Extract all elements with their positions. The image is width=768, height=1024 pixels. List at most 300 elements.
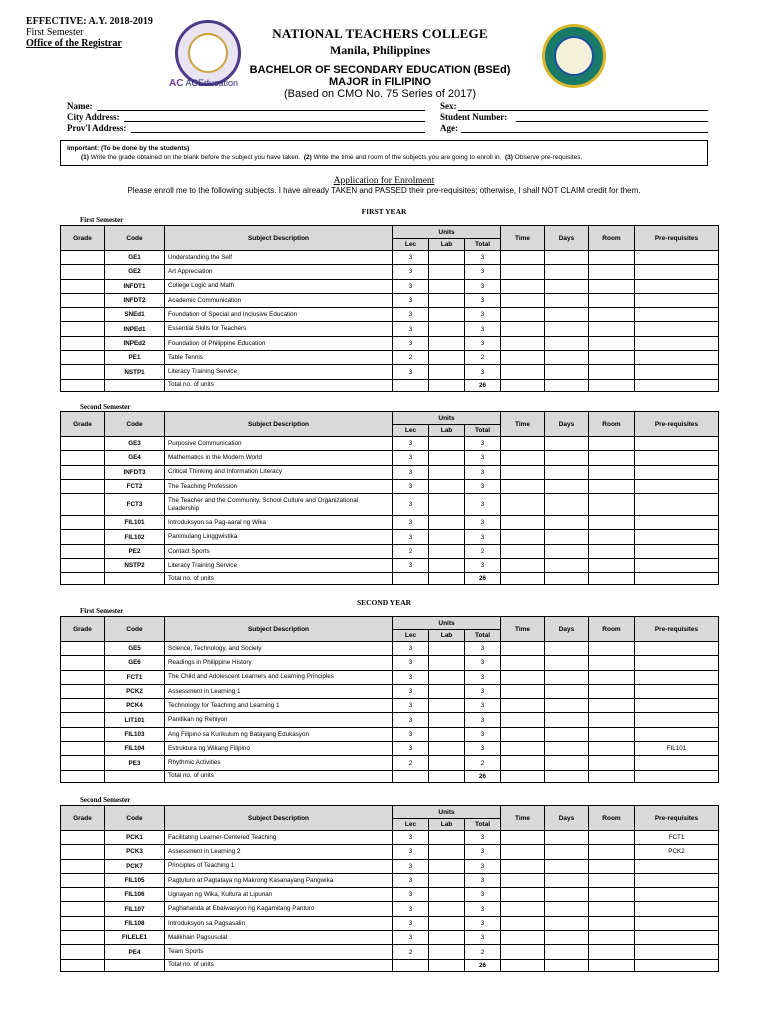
total-cell: 3 — [465, 684, 501, 698]
time-cell[interactable] — [501, 279, 545, 293]
lab-cell — [429, 279, 465, 293]
col-description: Subject Description — [165, 806, 393, 831]
table-row — [61, 479, 719, 493]
room-cell[interactable] — [589, 699, 635, 713]
lec-cell: 3 — [393, 902, 429, 916]
time-cell[interactable] — [501, 642, 545, 656]
days-cell[interactable] — [545, 945, 589, 959]
days-cell[interactable] — [545, 437, 589, 451]
time-cell[interactable] — [501, 351, 545, 365]
days-cell[interactable] — [545, 656, 589, 670]
lec-cell: 3 — [393, 916, 429, 930]
prerequisite-cell — [635, 479, 719, 493]
days-cell[interactable] — [545, 859, 589, 873]
days-cell[interactable] — [545, 916, 589, 930]
empty-cell — [429, 959, 465, 971]
time-cell[interactable] — [501, 479, 545, 493]
table-row — [61, 279, 719, 293]
description-cell: The Teaching Profession — [165, 479, 393, 493]
lab-cell — [429, 902, 465, 916]
time-cell[interactable] — [501, 365, 545, 379]
time-cell[interactable] — [501, 742, 545, 756]
total-cell: 3 — [465, 293, 501, 307]
table-row — [61, 451, 719, 465]
col-grade: Grade — [61, 226, 105, 251]
lec-cell: 3 — [393, 859, 429, 873]
effective-label: EFFECTIVE: A.Y. 2018-2019 — [26, 16, 153, 27]
prerequisite-cell — [635, 902, 719, 916]
time-cell[interactable] — [501, 902, 545, 916]
table-row — [61, 670, 719, 684]
days-cell[interactable] — [545, 544, 589, 558]
time-cell[interactable] — [501, 251, 545, 265]
prerequisite-cell: FCT1 — [635, 831, 719, 845]
prerequisite-cell — [635, 451, 719, 465]
table-row — [61, 494, 719, 516]
grade-cell[interactable] — [61, 465, 105, 479]
lab-cell — [429, 859, 465, 873]
grade-cell[interactable] — [61, 916, 105, 930]
days-cell[interactable] — [545, 699, 589, 713]
lec-cell: 2 — [393, 544, 429, 558]
time-cell[interactable] — [501, 322, 545, 336]
empty-cell — [429, 770, 465, 782]
table-row — [61, 756, 719, 770]
days-cell[interactable] — [545, 684, 589, 698]
grade-cell[interactable] — [61, 322, 105, 336]
room-cell[interactable] — [589, 888, 635, 902]
days-cell[interactable] — [545, 713, 589, 727]
col-prerequisites: Pre-requisites — [635, 806, 719, 831]
code-cell: FIL101 — [105, 516, 165, 530]
col-days: Days — [545, 617, 589, 642]
grade-cell[interactable] — [61, 479, 105, 493]
room-cell[interactable] — [589, 831, 635, 845]
code-cell: PCK3 — [105, 845, 165, 859]
time-cell[interactable] — [501, 713, 545, 727]
lec-cell: 3 — [393, 727, 429, 741]
time-cell[interactable] — [501, 437, 545, 451]
time-cell[interactable] — [501, 931, 545, 945]
empty-cell — [589, 770, 635, 782]
col-grade: Grade — [61, 412, 105, 437]
room-cell[interactable] — [589, 656, 635, 670]
prerequisite-cell — [635, 684, 719, 698]
days-cell[interactable] — [545, 888, 589, 902]
time-cell[interactable] — [501, 859, 545, 873]
time-cell[interactable] — [501, 656, 545, 670]
subjects-table — [60, 805, 719, 972]
grade-cell[interactable] — [61, 437, 105, 451]
table-row — [61, 544, 719, 558]
col-code: Code — [105, 412, 165, 437]
grade-cell[interactable] — [61, 279, 105, 293]
total-cell: 2 — [465, 756, 501, 770]
days-cell[interactable] — [545, 902, 589, 916]
time-cell[interactable] — [501, 465, 545, 479]
subjects-table — [60, 616, 719, 783]
empty-cell — [635, 573, 719, 585]
prerequisite-cell — [635, 670, 719, 684]
days-cell[interactable] — [545, 494, 589, 516]
room-cell[interactable] — [589, 756, 635, 770]
description-cell: Introduksyon sa Pag-aaral ng Wika — [165, 516, 393, 530]
time-cell[interactable] — [501, 336, 545, 350]
room-cell[interactable] — [589, 322, 635, 336]
days-cell[interactable] — [545, 308, 589, 322]
prerequisite-cell — [635, 756, 719, 770]
days-cell[interactable] — [545, 322, 589, 336]
room-cell[interactable] — [589, 845, 635, 859]
total-row — [61, 959, 719, 971]
sex-field[interactable]: Sex: — [440, 101, 708, 112]
room-cell[interactable] — [589, 336, 635, 350]
table-row — [61, 713, 719, 727]
code-cell: NSTP1 — [105, 365, 165, 379]
empty-cell — [545, 573, 589, 585]
description-cell: Malikhain Pagsusulat — [165, 931, 393, 945]
empty-cell — [501, 959, 545, 971]
grade-cell[interactable] — [61, 559, 105, 573]
room-cell[interactable] — [589, 642, 635, 656]
total-cell: 3 — [465, 308, 501, 322]
table-row — [61, 945, 719, 959]
room-cell[interactable] — [589, 279, 635, 293]
room-cell[interactable] — [589, 530, 635, 544]
grade-cell[interactable] — [61, 530, 105, 544]
room-cell[interactable] — [589, 494, 635, 516]
days-cell[interactable] — [545, 845, 589, 859]
prerequisite-cell — [635, 465, 719, 479]
lab-cell — [429, 888, 465, 902]
code-cell: FCT3 — [105, 494, 165, 516]
empty-cell — [635, 379, 719, 391]
room-cell[interactable] — [589, 902, 635, 916]
days-cell[interactable] — [545, 742, 589, 756]
col-days: Days — [545, 226, 589, 251]
code-cell: LIT101 — [105, 713, 165, 727]
time-cell[interactable] — [501, 945, 545, 959]
lab-cell — [429, 265, 465, 279]
room-cell[interactable] — [589, 713, 635, 727]
total-cell: 3 — [465, 494, 501, 516]
empty-cell — [501, 770, 545, 782]
grade-cell[interactable] — [61, 931, 105, 945]
grade-cell[interactable] — [61, 713, 105, 727]
total-label: Total no. of units — [165, 959, 393, 971]
time-cell[interactable] — [501, 831, 545, 845]
time-cell[interactable] — [501, 530, 545, 544]
prerequisite-cell — [635, 365, 719, 379]
important-instructions: Important: (To be done by the students) (1) Write the grade obtained on the blank before the subject you have taken. (2) Write the time and room of the subjects you are going to enroll in. (3) Observe pre-requisites. — [60, 140, 708, 166]
table-row — [61, 251, 719, 265]
grade-cell[interactable] — [61, 265, 105, 279]
time-cell[interactable] — [501, 873, 545, 887]
col-units: Units — [393, 617, 501, 630]
name-field[interactable]: Name: — [67, 101, 425, 112]
days-cell[interactable] — [545, 670, 589, 684]
days-cell[interactable] — [545, 251, 589, 265]
grade-cell[interactable] — [61, 642, 105, 656]
days-cell[interactable] — [545, 479, 589, 493]
room-cell[interactable] — [589, 293, 635, 307]
prerequisite-cell — [635, 642, 719, 656]
days-cell[interactable] — [545, 279, 589, 293]
days-cell[interactable] — [545, 642, 589, 656]
time-cell[interactable] — [501, 451, 545, 465]
description-cell: Paghahanda at Ebalwasyon ng Kagamitang Panturo — [165, 902, 393, 916]
table-row — [61, 516, 719, 530]
total-cell: 3 — [465, 265, 501, 279]
room-cell[interactable] — [589, 670, 635, 684]
code-cell: GE5 — [105, 642, 165, 656]
room-cell[interactable] — [589, 308, 635, 322]
grade-cell[interactable] — [61, 308, 105, 322]
days-cell[interactable] — [545, 931, 589, 945]
table-row — [61, 831, 719, 845]
prerequisite-cell — [635, 308, 719, 322]
room-cell[interactable] — [589, 544, 635, 558]
grade-cell[interactable] — [61, 451, 105, 465]
lab-cell — [429, 293, 465, 307]
description-cell: Foundation of Special and Inclusive Education — [165, 308, 393, 322]
time-cell[interactable] — [501, 756, 545, 770]
col-prerequisites: Pre-requisites — [635, 226, 719, 251]
grade-cell[interactable] — [61, 656, 105, 670]
description-cell: Ugnayan ng Wika, Kultura at Lipunan — [165, 888, 393, 902]
room-cell[interactable] — [589, 451, 635, 465]
time-cell[interactable] — [501, 516, 545, 530]
time-cell[interactable] — [501, 888, 545, 902]
description-cell: Mathematics in the Modern World — [165, 451, 393, 465]
total-cell: 3 — [465, 670, 501, 684]
description-cell: Literacy Training Service — [165, 365, 393, 379]
lab-cell — [429, 684, 465, 698]
days-cell[interactable] — [545, 831, 589, 845]
description-cell: Science, Technology, and Society — [165, 642, 393, 656]
room-cell[interactable] — [589, 365, 635, 379]
grade-cell[interactable] — [61, 845, 105, 859]
empty-cell — [501, 379, 545, 391]
lab-cell — [429, 845, 465, 859]
grade-cell[interactable] — [61, 945, 105, 959]
days-cell[interactable] — [545, 336, 589, 350]
code-cell: INFDT2 — [105, 293, 165, 307]
room-cell[interactable] — [589, 873, 635, 887]
days-cell[interactable] — [545, 465, 589, 479]
lec-cell: 3 — [393, 931, 429, 945]
room-cell[interactable] — [589, 437, 635, 451]
lab-cell — [429, 831, 465, 845]
provincial-address-field[interactable]: Prov'l Address: — [67, 123, 425, 134]
days-cell[interactable] — [545, 516, 589, 530]
room-cell[interactable] — [589, 516, 635, 530]
prerequisite-cell — [635, 559, 719, 573]
room-cell[interactable] — [589, 559, 635, 573]
lab-cell — [429, 336, 465, 350]
grade-cell[interactable] — [61, 251, 105, 265]
days-cell[interactable] — [545, 559, 589, 573]
total-units: 26 — [465, 959, 501, 971]
col-total: Total — [465, 239, 501, 251]
code-cell: GE6 — [105, 656, 165, 670]
grade-cell[interactable] — [61, 873, 105, 887]
room-cell[interactable] — [589, 742, 635, 756]
grade-cell[interactable] — [61, 365, 105, 379]
time-cell[interactable] — [501, 916, 545, 930]
prerequisite-cell — [635, 322, 719, 336]
total-cell: 3 — [465, 530, 501, 544]
time-cell[interactable] — [501, 494, 545, 516]
lab-cell — [429, 251, 465, 265]
table-row — [61, 742, 719, 756]
total-cell: 3 — [465, 465, 501, 479]
description-cell: Panimulang Linggwistika — [165, 530, 393, 544]
header-left — [26, 16, 153, 49]
description-cell: Estruktura ng Wikang Filipino — [165, 742, 393, 756]
col-time: Time — [501, 226, 545, 251]
grade-cell[interactable] — [61, 756, 105, 770]
lab-cell — [429, 479, 465, 493]
room-cell[interactable] — [589, 931, 635, 945]
room-cell[interactable] — [589, 945, 635, 959]
lec-cell: 3 — [393, 699, 429, 713]
description-cell: Rhythmic Activities — [165, 756, 393, 770]
lec-cell: 3 — [393, 437, 429, 451]
lec-cell: 3 — [393, 365, 429, 379]
code-cell: GE4 — [105, 451, 165, 465]
room-cell[interactable] — [589, 684, 635, 698]
subjects-table — [60, 411, 719, 585]
code-cell: PE3 — [105, 756, 165, 770]
days-cell[interactable] — [545, 351, 589, 365]
lec-cell: 3 — [393, 479, 429, 493]
room-cell[interactable] — [589, 727, 635, 741]
col-days: Days — [545, 412, 589, 437]
room-cell[interactable] — [589, 859, 635, 873]
days-cell[interactable] — [545, 727, 589, 741]
room-cell[interactable] — [589, 251, 635, 265]
description-cell: Assessment in Learning 1 — [165, 684, 393, 698]
description-cell: Facilitating Learner-Centered Teaching — [165, 831, 393, 845]
col-code: Code — [105, 226, 165, 251]
days-cell[interactable] — [545, 873, 589, 887]
lec-cell: 3 — [393, 642, 429, 656]
lab-cell — [429, 494, 465, 516]
col-room: Room — [589, 226, 635, 251]
lec-cell: 3 — [393, 831, 429, 845]
application-title: Application for Enrolment — [333, 176, 435, 186]
lab-cell — [429, 642, 465, 656]
grade-cell[interactable] — [61, 494, 105, 516]
city-address-field[interactable]: City Address: — [67, 112, 425, 123]
time-cell[interactable] — [501, 684, 545, 698]
total-cell: 3 — [465, 322, 501, 336]
prerequisite-cell — [635, 699, 719, 713]
grade-cell[interactable] — [61, 902, 105, 916]
college-of-education-seal-icon — [542, 24, 606, 88]
semester-label: Second Semester — [80, 403, 131, 411]
table-row — [61, 699, 719, 713]
prerequisite-cell — [635, 888, 719, 902]
description-cell: Readings in Philippine History — [165, 656, 393, 670]
time-cell[interactable] — [501, 544, 545, 558]
prerequisite-cell — [635, 516, 719, 530]
grade-cell[interactable] — [61, 670, 105, 684]
col-lec: Lec — [393, 819, 429, 831]
room-cell[interactable] — [589, 351, 635, 365]
time-cell[interactable] — [501, 670, 545, 684]
time-cell[interactable] — [501, 265, 545, 279]
grade-cell[interactable] — [61, 351, 105, 365]
lec-cell: 3 — [393, 494, 429, 516]
grade-cell[interactable] — [61, 293, 105, 307]
time-cell[interactable] — [501, 559, 545, 573]
lec-cell: 3 — [393, 465, 429, 479]
lab-cell — [429, 756, 465, 770]
room-cell[interactable] — [589, 479, 635, 493]
lec-cell: 3 — [393, 451, 429, 465]
grade-cell[interactable] — [61, 544, 105, 558]
room-cell[interactable] — [589, 265, 635, 279]
days-cell[interactable] — [545, 365, 589, 379]
grade-cell[interactable] — [61, 742, 105, 756]
code-cell: FIL102 — [105, 530, 165, 544]
time-cell[interactable] — [501, 308, 545, 322]
grade-cell[interactable] — [61, 831, 105, 845]
empty-cell — [61, 379, 105, 391]
empty-cell — [429, 379, 465, 391]
office-label: Office of the Registrar — [26, 38, 122, 49]
student-number-field[interactable]: Student Number: — [440, 112, 708, 123]
grade-cell[interactable] — [61, 727, 105, 741]
lab-cell — [429, 742, 465, 756]
time-cell[interactable] — [501, 699, 545, 713]
lab-cell — [429, 516, 465, 530]
grade-cell[interactable] — [61, 684, 105, 698]
total-cell: 3 — [465, 336, 501, 350]
days-cell[interactable] — [545, 293, 589, 307]
days-cell[interactable] — [545, 530, 589, 544]
age-field[interactable]: Age: — [440, 123, 708, 134]
time-cell[interactable] — [501, 845, 545, 859]
grade-cell[interactable] — [61, 336, 105, 350]
semester-label: First Semester — [26, 27, 84, 38]
days-cell[interactable] — [545, 265, 589, 279]
days-cell[interactable] — [545, 451, 589, 465]
lab-cell — [429, 945, 465, 959]
time-cell[interactable] — [501, 293, 545, 307]
description-cell: Introduksyon sa Pagsasalin — [165, 916, 393, 930]
code-cell: INFDT3 — [105, 465, 165, 479]
table-row — [61, 336, 719, 350]
grade-cell[interactable] — [61, 699, 105, 713]
grade-cell[interactable] — [61, 859, 105, 873]
room-cell[interactable] — [589, 916, 635, 930]
year-label: FIRST YEAR — [361, 207, 407, 216]
total-cell: 3 — [465, 902, 501, 916]
room-cell[interactable] — [589, 465, 635, 479]
time-cell[interactable] — [501, 727, 545, 741]
days-cell[interactable] — [545, 756, 589, 770]
acedu-logo: AC ACEducation — [169, 78, 239, 89]
code-cell: FIL108 — [105, 916, 165, 930]
code-cell: INPEd1 — [105, 322, 165, 336]
grade-cell[interactable] — [61, 516, 105, 530]
table-row — [61, 293, 719, 307]
description-cell: Team Sports — [165, 945, 393, 959]
grade-cell[interactable] — [61, 888, 105, 902]
